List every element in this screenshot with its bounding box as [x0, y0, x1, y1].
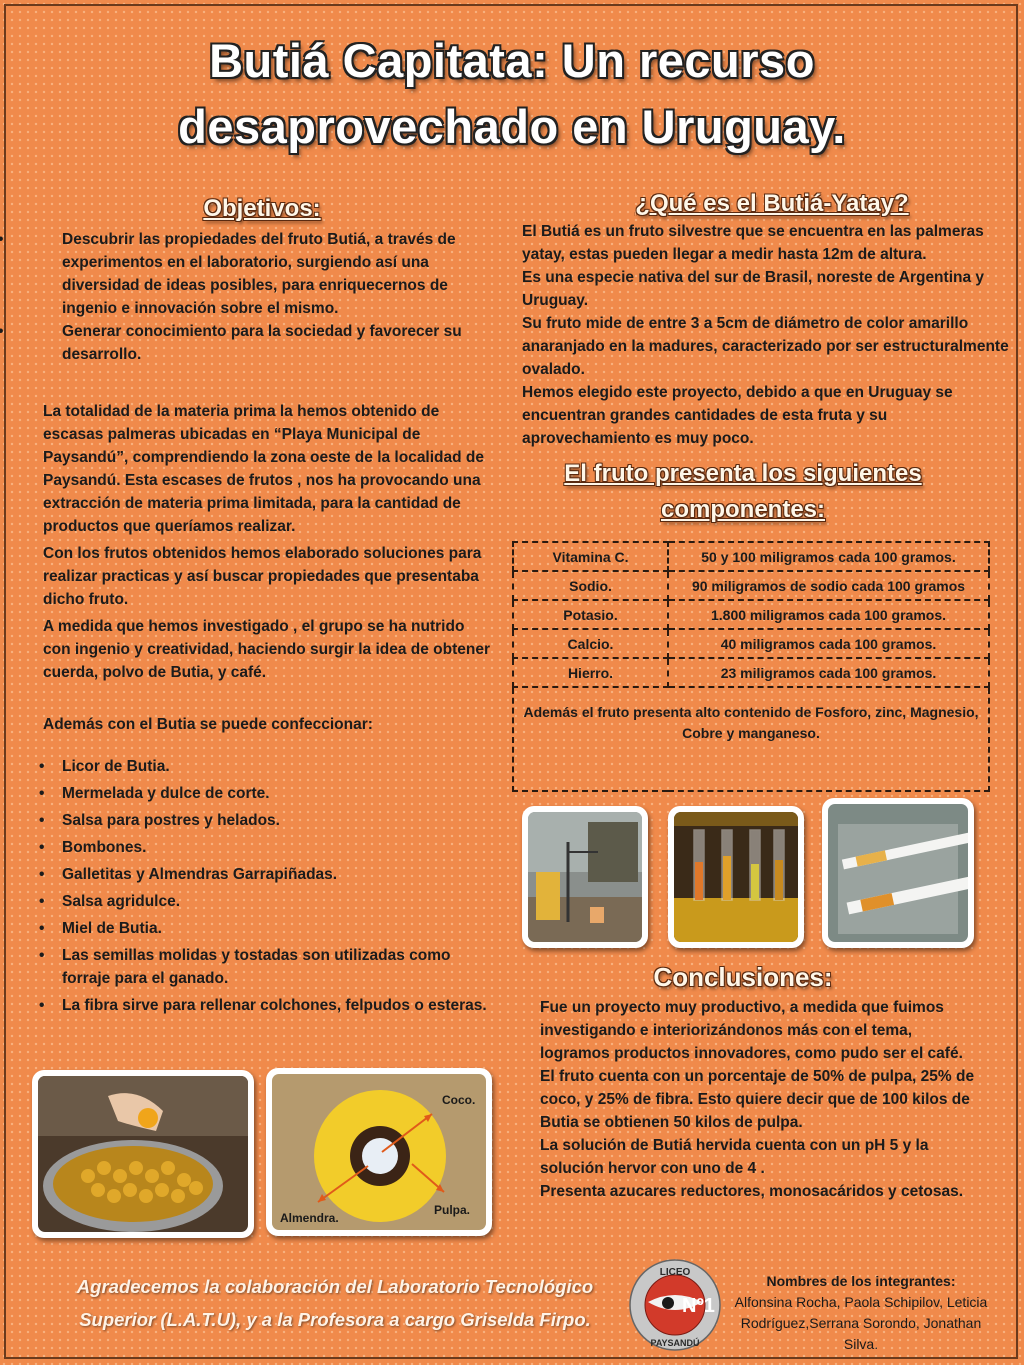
- label-coco: Coco.: [442, 1093, 476, 1107]
- use-item: • Licor de Butia.: [35, 755, 495, 778]
- component-value: 90 miligramos de sodio cada 100 gramos: [668, 571, 989, 600]
- components-heading: El fruto presenta los siguientes componentes:: [564, 460, 922, 523]
- label-almendra: Almendra.: [280, 1211, 339, 1225]
- component-name: Sodio.: [513, 571, 668, 600]
- photo-ph-strips: [822, 798, 974, 948]
- component-value: 40 miligramos cada 100 gramos.: [668, 629, 989, 658]
- what-is-heading: ¿Qué es el Butiá-Yatay?: [635, 190, 909, 217]
- use-item: • Bombones.: [35, 836, 495, 859]
- table-row: [513, 571, 989, 600]
- what-is-paragraph: Es una especie nativa del sur de Brasil, noreste de Argentina y Uruguay.: [522, 269, 985, 309]
- what-is-text: [522, 220, 1012, 450]
- what-is-paragraph: Hemos elegido este proyecto, debido a que en Uruguay se encuentran grandes cantidades de esta fruta y su aprovechamiento es muy poco.: [522, 384, 953, 447]
- conclusions-heading: Conclusiones:: [653, 962, 833, 992]
- component-name: Calcio.: [513, 629, 668, 658]
- uses-intro: Además con el Butia se puede confeccionar:: [43, 716, 373, 733]
- members-block: [732, 1271, 990, 1355]
- uses-list: [35, 755, 495, 1021]
- use-item: • Miel de Butia.: [35, 917, 495, 940]
- use-item: • Galletitas y Almendras Garrapiñadas.: [35, 863, 495, 886]
- body-paragraph: La totalidad de la materia prima la hemos obtenido de escasas palmeras ubicadas en “Playa Municipal de Paysandú”, comprendiendo la zona oeste de la localidad de Paysandú. Esta escases de frutos , nos ha provocando una extracción de materia prima limitada, para la cantidad de productos que queríamos realizar.: [43, 403, 485, 535]
- school-logo: [628, 1258, 722, 1352]
- logo-number: Nº1: [682, 1295, 715, 1317]
- table-row: [513, 600, 989, 629]
- logo-bottom-text: PAYSANDÚ: [650, 1338, 700, 1348]
- use-item: • Salsa agridulce.: [35, 890, 495, 913]
- what-is-paragraph: Su fruto mide de entre 3 a 5cm de diámetro de color amarillo anaranjado en la madures, caracterizado por ser estructuralmente ovalado.: [522, 315, 1009, 378]
- component-value: 1.800 miligramos cada 100 gramos.: [668, 600, 989, 629]
- body-paragraph: A medida que hemos investigado , el grupo se ha nutrido con ingenio y creatividad, haciendo surgir la idea de obtener cuerda, polvo de Butia, y café.: [43, 618, 491, 681]
- component-value: 50 y 100 miligramos cada 100 gramos.: [668, 542, 989, 571]
- photo-cooking-pot: [32, 1070, 254, 1238]
- use-item: • La fibra sirve para rellenar colchones, felpudos o esteras.: [35, 994, 495, 1017]
- component-name: Potasio.: [513, 600, 668, 629]
- table-row: [513, 629, 989, 658]
- photo-lab-bench: [522, 806, 648, 948]
- table-row: [513, 687, 989, 791]
- objectives-list: [26, 228, 488, 366]
- objective-item: • Descubrir las propiedades del fruto Butiá, a través de experimentos en el laboratorio, surgiendo así una diversidad de ideas posibles, para enriquecernos de ingenio e innovación sobre el mismo.: [26, 228, 488, 320]
- conclusion-paragraph: La solución de Butiá hervida cuenta con un pH 5 y la solución hervor con uno de 4 .: [540, 1137, 929, 1177]
- acknowledgement-text: Agradecemos la colaboración del Laboratorio Tecnológico Superior (L.A.T.U), y a la Profesora a cargo Griselda Firpo.: [76, 1276, 594, 1330]
- use-item: • Salsa para postres y helados.: [35, 809, 495, 832]
- conclusion-paragraph: Fue un proyecto muy productivo, a medida que fuimos investigando e interiorizándonos más con el tema, logramos productos innovadores, como pudo ser el café.: [540, 999, 963, 1062]
- table-row: [513, 658, 989, 687]
- body-text: [43, 400, 495, 684]
- conclusion-paragraph: Presenta azucares reductores, monosacáridos y cetosas.: [540, 1183, 964, 1200]
- what-is-paragraph: El Butiá es un fruto silvestre que se encuentra en las palmeras yatay, estas pueden llegar a medir hasta 12m de altura.: [522, 223, 984, 263]
- logo-top-text: LICEO: [659, 1267, 691, 1278]
- objectives-heading: Objetivos:: [203, 195, 321, 222]
- component-name: Hierro.: [513, 658, 668, 687]
- component-name: Vitamina C.: [513, 542, 668, 571]
- photo-fruit-cross-section: [266, 1068, 492, 1236]
- component-value: 23 miligramos cada 100 gramos.: [668, 658, 989, 687]
- conclusion-paragraph: El fruto cuenta con un porcentaje de 50% de pulpa, 25% de coco, y 25% de fibra. Esto quiere decir que de 100 kilos de Butia se obtienen 50 kilos de pulpa.: [540, 1068, 975, 1131]
- components-table: [512, 541, 990, 792]
- label-pulpa: Pulpa.: [434, 1203, 471, 1217]
- components-note: Además el fruto presenta alto contenido de Fosforo, zinc, Magnesio, Cobre y manganeso.: [513, 687, 989, 791]
- use-item: • Mermelada y dulce de corte.: [35, 782, 495, 805]
- table-row: [513, 542, 989, 571]
- objective-item: • Generar conocimiento para la sociedad y favorecer su desarrollo.: [26, 320, 488, 366]
- poster-title: Butiá Capitata: Un recurso desaprovechado en Uruguay.: [178, 34, 846, 153]
- members-names: Alfonsina Rocha, Paola Schipilov, Leticia Rodríguez,Serrana Sorondo, Jonathan Silva.: [734, 1294, 988, 1352]
- photo-test-tubes: [668, 806, 804, 948]
- members-heading: Nombres de los integrantes:: [766, 1273, 956, 1289]
- body-paragraph: Con los frutos obtenidos hemos elaborado soluciones para realizar practicas y así buscar propiedades que presentaba dicho fruto.: [43, 545, 482, 608]
- use-item: • Las semillas molidas y tostadas son utilizadas como forraje para el ganado.: [35, 944, 495, 990]
- conclusions-text: [540, 996, 986, 1203]
